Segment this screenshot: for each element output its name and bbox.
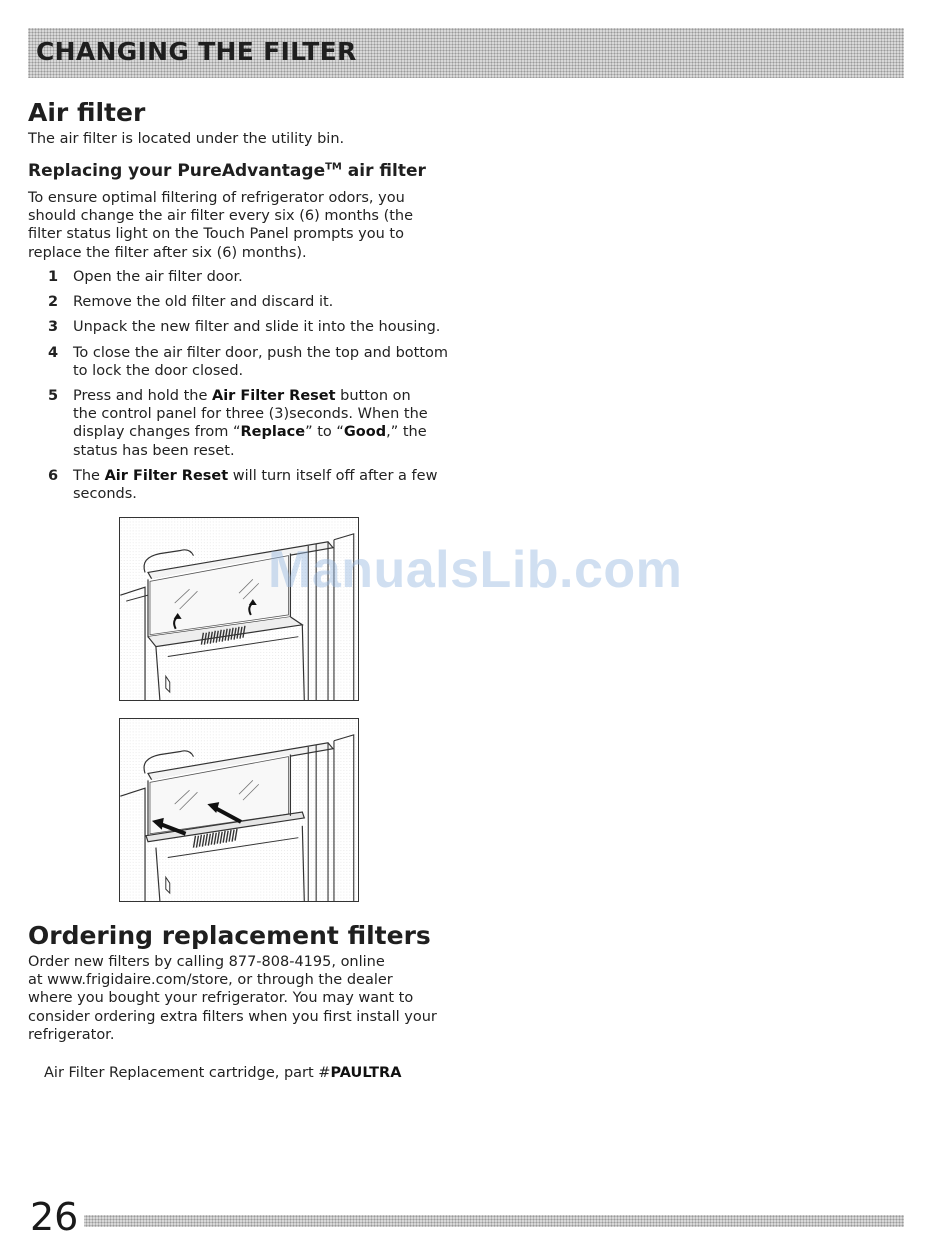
text-run: display changes from “ — [73, 424, 241, 441]
step-item — [44, 344, 464, 380]
filter-slide-in-illustration — [119, 718, 359, 902]
step-line: Unpack the new filter and slide it into the housing. — [73, 319, 441, 336]
step-line — [73, 467, 464, 485]
intro-line: To ensure optimal filtering of refrigerator odors, you — [28, 190, 405, 206]
ordering-line: refrigerator. — [28, 1026, 115, 1043]
manualslib-watermark: ManualsLib.com — [268, 541, 683, 599]
step-number: 2 — [48, 294, 59, 311]
bold-term: Air Filter Reset — [104, 467, 229, 484]
steps-list — [44, 268, 464, 510]
step-item — [44, 387, 464, 460]
bold-term: Air Filter Reset — [211, 388, 336, 405]
step-item — [44, 318, 464, 336]
text-run: button on — [335, 388, 411, 405]
step-number: 4 — [48, 344, 59, 361]
intro-line: should change the air filter every six (6) months (the — [28, 208, 414, 225]
ordering-line: consider ordering extra filters when you first install your — [28, 1008, 437, 1025]
ordering-heading: Ordering replacement filters — [28, 921, 431, 950]
ordering-line: where you bought your refrigerator. You may want to — [28, 990, 414, 1007]
ordering-line: at www.frigidaire.com/store, or through the dealer — [28, 972, 393, 989]
text-run: ” to “ — [305, 424, 344, 441]
step-line: seconds. — [73, 486, 137, 503]
intro-line: replace the filter after six (6) months). — [28, 244, 307, 261]
ordering-line: Order new filters by calling 877-808-4195, online — [28, 954, 385, 970]
text-run: The — [73, 467, 105, 484]
replacing-heading-suffix: air filter — [341, 161, 426, 181]
step-line: the control panel for three (3)seconds. When the — [73, 406, 428, 423]
step-text — [73, 318, 464, 336]
step-line: to lock the door closed. — [73, 362, 244, 379]
step-text — [73, 467, 464, 503]
replacing-intro — [28, 189, 458, 262]
part-number: PAULTRA — [330, 1065, 402, 1081]
replacing-heading — [28, 161, 426, 181]
step-line — [73, 423, 464, 441]
step-line: status has been reset. — [73, 442, 235, 459]
intro-line: filter status light on the Touch Panel prompts you to — [28, 226, 404, 243]
page-number: 26 — [28, 1195, 84, 1239]
trademark-mark: TM — [325, 161, 342, 173]
step-text — [73, 387, 464, 460]
text-run: will turn itself off after a few — [228, 467, 438, 484]
air-filter-heading: Air filter — [28, 98, 146, 127]
section-title: CHANGING THE FILTER — [36, 37, 357, 66]
step-line — [73, 387, 464, 405]
section-header-band — [28, 28, 904, 78]
air-filter-intro: The air filter is located under the utility bin. — [28, 131, 345, 147]
step-item — [44, 293, 464, 311]
step-number: 1 — [48, 269, 59, 285]
bold-term: Good — [343, 424, 387, 441]
part-number-line — [44, 1065, 401, 1081]
step-line: Open the air filter door. — [73, 269, 243, 285]
step-number: 6 — [48, 467, 59, 484]
step-number: 3 — [48, 319, 59, 336]
step-line: To close the air filter door, push the top and bottom — [73, 344, 449, 361]
part-prefix: Air Filter Replacement cartridge, part # — [44, 1065, 331, 1081]
text-run: ,” the — [386, 424, 427, 441]
filter-slide-in-drawing — [120, 719, 358, 901]
step-number: 5 — [48, 388, 59, 405]
step-text — [73, 293, 464, 311]
replacing-heading-text: Replacing your PureAdvantage — [28, 161, 326, 181]
text-run: Press and hold the — [73, 388, 212, 405]
step-line: Remove the old filter and discard it. — [73, 294, 334, 311]
step-item — [44, 268, 464, 286]
ordering-paragraph — [28, 953, 468, 1044]
bold-term: Replace — [240, 424, 306, 441]
footer-band — [28, 1215, 904, 1227]
step-item — [44, 467, 464, 503]
step-text — [73, 268, 464, 286]
step-text — [73, 344, 464, 380]
